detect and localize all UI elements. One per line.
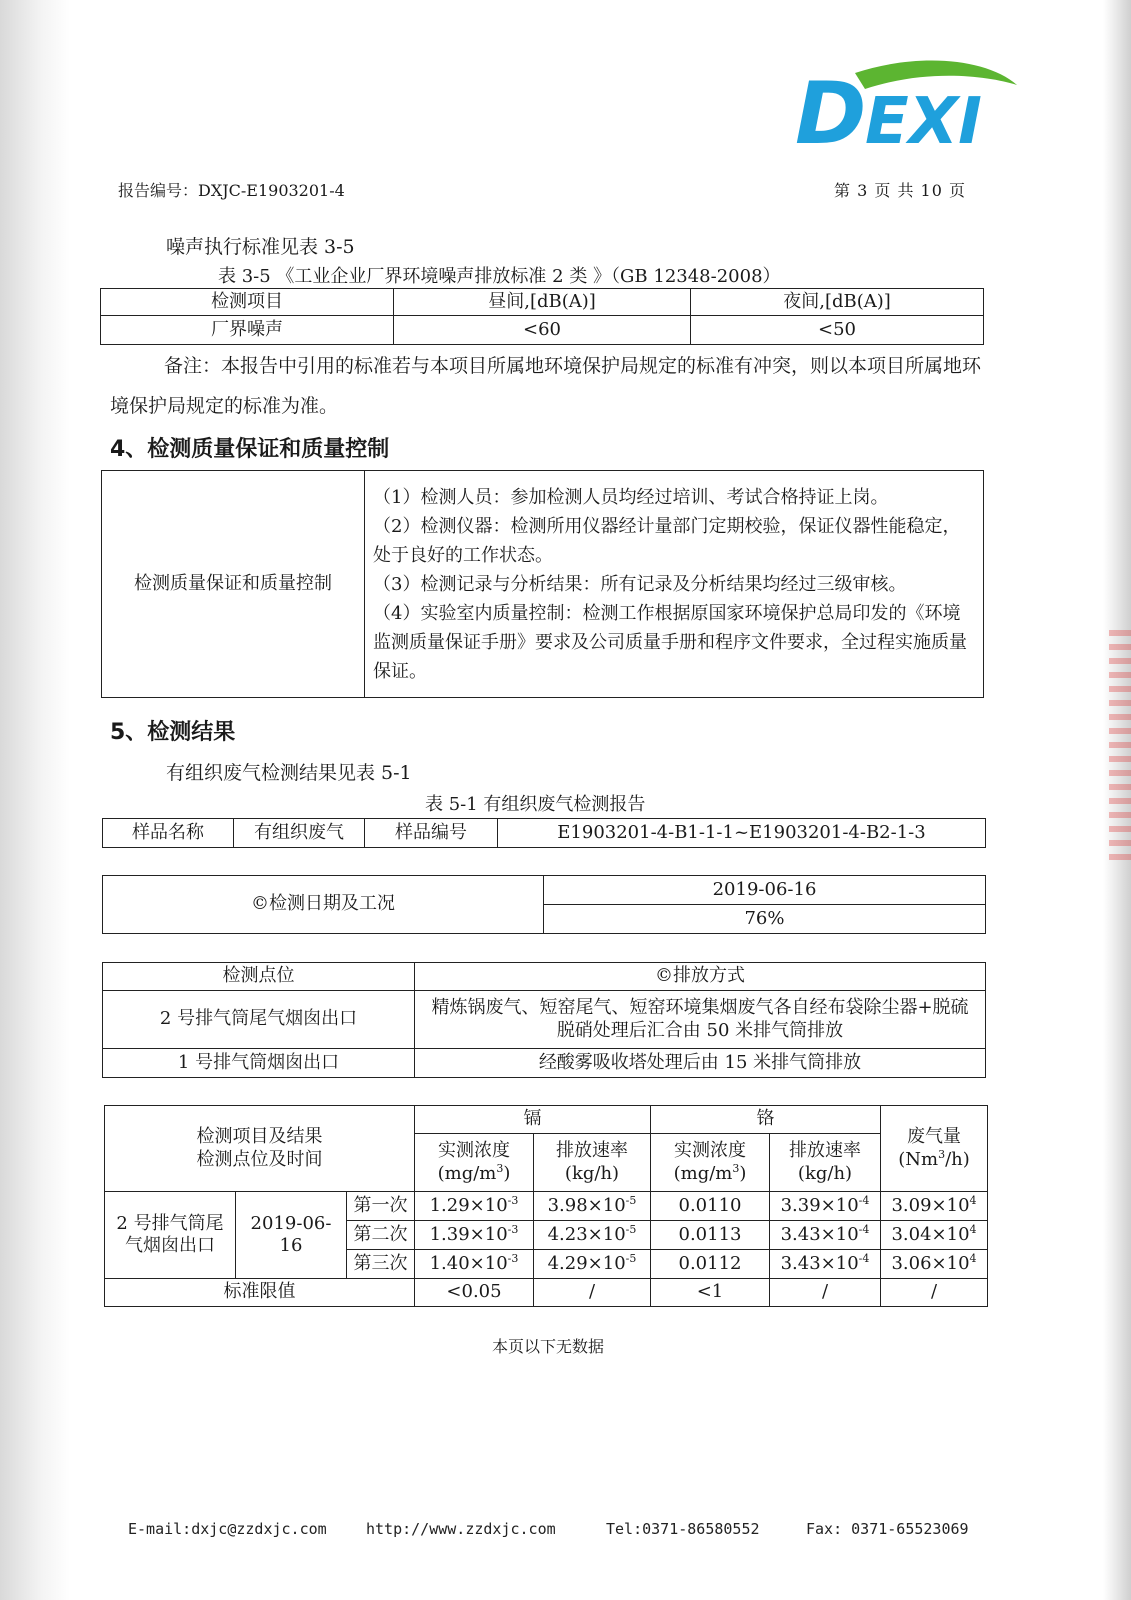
report-number: 报告编号：DXJC-E1903201-4: [118, 181, 345, 200]
footer-fax: Fax: 0371-65523069: [806, 1520, 969, 1538]
limit-cr-conc: <1: [651, 1279, 770, 1307]
result-row-1-cr-rate: $3.39\times 10^{-4}$: [770, 1192, 881, 1221]
dexi-logo: [795, 55, 1025, 155]
results-date: 2019-06-16: [236, 1192, 347, 1279]
noise-row-item: 厂界噪声: [101, 316, 394, 345]
result-row-1-label: 第一次: [347, 1192, 415, 1221]
sample-no-label: 样品编号: [365, 819, 498, 848]
result-row-2-label: 第二次: [347, 1221, 415, 1250]
points-header-point: 检测点位: [103, 963, 415, 991]
section-5-title: 5、检测结果: [110, 720, 236, 745]
point-row-1-name: 2 号排气筒尾气烟囱出口: [103, 991, 415, 1049]
result-row-1-gas: $3.09\times 10^4$: [881, 1192, 988, 1221]
date-condition-table: [102, 875, 986, 934]
limit-label: 标准限值: [105, 1279, 415, 1307]
cr-conc-header: 实测浓度 $(mg/m^3)$: [651, 1134, 770, 1192]
cr-rate-header: 排放速率 (kg/h): [770, 1134, 881, 1192]
result-row-2-gas: $3.04\times 10^4$: [881, 1221, 988, 1250]
cd-header: 镉: [415, 1106, 651, 1134]
page-number: 第 3 页 共 10 页: [834, 181, 966, 200]
qc-table: [101, 470, 984, 698]
noise-header-item: 检测项目: [101, 289, 394, 316]
result-row-3-label: 第三次: [347, 1250, 415, 1279]
limit-gas: /: [881, 1279, 988, 1307]
date-condition-label: ©检测日期及工况: [103, 876, 544, 934]
noise-row-day: <60: [394, 316, 691, 345]
results-point: 2 号排气筒尾气烟囱出口: [105, 1192, 236, 1279]
result-row-3-cr-rate: $3.43\times 10^{-4}$: [770, 1250, 881, 1279]
results-intro: 有组织废气检测结果见表 5-1: [166, 762, 412, 784]
result-row-3-cd-conc: $1.40\times 10^{-3}$: [415, 1250, 534, 1279]
sample-no-value: E1903201-4-B1-1-1~E1903201-4-B2-1-3: [498, 819, 986, 848]
points-header-method: ©排放方式: [415, 963, 986, 991]
result-row-2-cr-rate: $3.43\times 10^{-4}$: [770, 1221, 881, 1250]
seal-stamp-edge: [1109, 630, 1131, 860]
result-row-2-cr-conc: 0.0113: [651, 1221, 770, 1250]
svg-text:D: D: [795, 64, 867, 155]
gas-volume-header: [881, 1106, 988, 1192]
results-table: [104, 1105, 988, 1307]
svg-text:EXI: EXI: [865, 85, 982, 155]
noise-standard-table: [100, 288, 984, 345]
result-row-3-gas: $3.06\times 10^4$: [881, 1250, 988, 1279]
qc-label: 检测质量保证和质量控制: [102, 471, 365, 698]
corner-line-2: 检测点位及时间: [196, 1148, 323, 1170]
sample-name-label: 样品名称: [103, 819, 234, 848]
result-row-1-cd-conc: $1.29\times 10^{-3}$: [415, 1192, 534, 1221]
gas-unit: (Nm$^3$/h): [898, 1147, 970, 1170]
footer-website: http://www.zzdxjc.com: [366, 1520, 556, 1538]
point-row-2-method: 经酸雾吸收塔处理后由 15 米排气筒排放: [415, 1049, 986, 1078]
point-row-2-name: 1 号排气筒烟囱出口: [103, 1049, 415, 1078]
limit-cd-rate: /: [534, 1279, 651, 1307]
table-5-1-caption: 表 5-1 有组织废气检测报告: [425, 794, 646, 815]
limit-cr-rate: /: [770, 1279, 881, 1307]
result-row-3-cd-rate: $4.29\times 10^{-5}$: [534, 1250, 651, 1279]
table-3-5-caption: 表 3-5 《工业企业厂界环境噪声排放标准 2 类 》（GB 12348-2008）: [218, 266, 781, 287]
results-corner-header: [105, 1106, 415, 1192]
footer-email: E-mail:dxjc@zzdxjc.com: [128, 1520, 327, 1538]
operating-load: 76%: [544, 905, 986, 934]
section-4-title: 4、检测质量保证和质量控制: [110, 437, 390, 462]
test-date: 2019-06-16: [544, 876, 986, 905]
result-row-3-cr-conc: 0.0112: [651, 1250, 770, 1279]
result-row-2-cd-rate: $4.23\times 10^{-5}$: [534, 1221, 651, 1250]
qc-item-4: （4）实验室内质量控制：检测工作根据原国家环境保护总局印发的《环境监测质量保证手册》要求及公司质量手册和程序文件要求，全过程实施质量保证。: [373, 602, 967, 682]
noise-header-night: 夜间,[dB(A)]: [691, 289, 984, 316]
sample-name-value: 有组织废气: [234, 819, 365, 848]
qc-item-1: （1）检测人员：参加检测人员均经过培训、考试合格持证上岗。: [373, 486, 889, 508]
noise-intro: 噪声执行标准见表 3-5: [166, 236, 355, 258]
qc-item-3: （3）检测记录与分析结果：所有记录及分析结果均经过三级审核。: [373, 573, 907, 595]
noise-row-night: <50: [691, 316, 984, 345]
result-row-1-cd-rate: $3.98\times 10^{-5}$: [534, 1192, 651, 1221]
result-row-2-cd-conc: $1.39\times 10^{-3}$: [415, 1221, 534, 1250]
point-row-1-method: 精炼锅废气、短窑尾气、短窑环境集烟废气各自经布袋除尘器+脱硫脱硝处理后汇合由 50 米排气筒排放: [415, 991, 986, 1049]
cd-rate-header: 排放速率 (kg/h): [534, 1134, 651, 1192]
noise-header-day: 昼间,[dB(A)]: [394, 289, 691, 316]
cr-header: 铬: [651, 1106, 881, 1134]
noise-remark: 备注：本报告中引用的标准若与本项目所属地环境保护局规定的标准有冲突，则以本项目所属地环境保护局规定的标准为准。: [110, 355, 982, 417]
no-more-data-note: 本页以下无数据: [492, 1337, 605, 1356]
page-edge-left: [0, 0, 70, 1600]
footer-tel: Tel:0371-86580552: [606, 1520, 760, 1538]
sample-table: [102, 818, 986, 848]
points-table: [102, 962, 986, 1078]
result-row-1-cr-conc: 0.0110: [651, 1192, 770, 1221]
limit-cd-conc: <0.05: [415, 1279, 534, 1307]
corner-line-1: 检测项目及结果: [196, 1126, 323, 1147]
qc-content: [365, 471, 984, 698]
qc-item-2: （2）检测仪器：检测所用仪器经计量部门定期校验，保证仪器性能稳定，处于良好的工作状态。: [373, 515, 961, 566]
cd-conc-header: 实测浓度 $(mg/m^3)$: [415, 1134, 534, 1192]
gas-label: 废气量: [907, 1126, 961, 1147]
